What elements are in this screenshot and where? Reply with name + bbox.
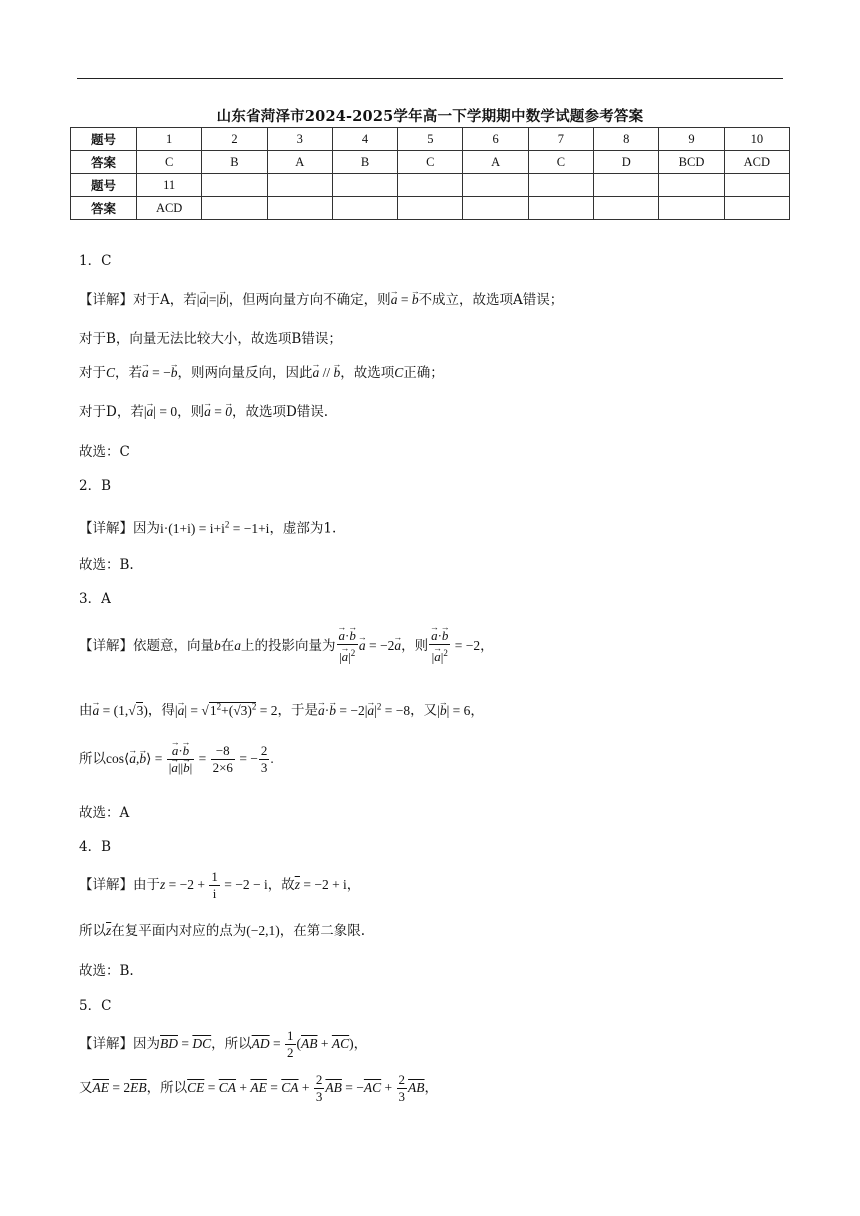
table-cell: C: [137, 151, 202, 174]
table-header-cell: 答案: [71, 151, 137, 174]
table-row: [71, 197, 790, 220]
table-cell: [594, 197, 659, 220]
table-cell: A: [267, 151, 332, 174]
solution-line: 对于D，若|→ a| = 0，则→ a = → 0，故选项D错误.: [79, 403, 328, 421]
table-cell: C: [528, 151, 593, 174]
table-cell: 6: [463, 128, 528, 151]
table-cell: 3: [267, 128, 332, 151]
table-cell: [594, 174, 659, 197]
table-cell: [202, 174, 267, 197]
table-cell: A: [463, 151, 528, 174]
table-cell: [332, 197, 397, 220]
table-cell: D: [594, 151, 659, 174]
page-title: 山东省菏泽市2024-2025学年高一下学期期中数学试题参考答案: [216, 108, 644, 125]
question-heading: 1．C: [79, 253, 112, 269]
table-cell: [724, 197, 789, 220]
table-cell: 1: [137, 128, 202, 151]
table-cell: 9: [659, 128, 724, 151]
solution-line: 【详解】依题意，向量b在a上的投影向量为 → $\frac{a\cdot\to b}{|\to a|^2}$ → a = −2→ a，则 → $\frac{a\cdot\to b}{|\to a|^2}$ = −2，: [79, 628, 494, 665]
table-cell: [463, 174, 528, 197]
table-cell: [332, 174, 397, 197]
solution-line: 所以cos⟨→ a,→ b⟩ = → $\frac{a\cdot\to b}{|\to a||\to b|}$ = $\frac{-8}{2\times 6}$ = − $\frac{2}{3}$ .: [79, 742, 274, 776]
table-cell: 7: [528, 128, 593, 151]
table-cell: [202, 197, 267, 220]
solution-line: 对于B，向量无法比较大小，故选项B错误；: [79, 331, 342, 347]
solution-line: 【详解】由于z = −2 + $\frac{1}{i}$ = −2 − i，故$\overline{z} = -2 + i$，: [79, 869, 361, 901]
table-cell: C: [398, 151, 463, 174]
table-cell: BCD: [659, 151, 724, 174]
table-cell: 5: [398, 128, 463, 151]
solution-conclusion: 故选：C: [79, 444, 130, 460]
table-cell: [659, 174, 724, 197]
table-cell: 8: [594, 128, 659, 151]
table-cell: [724, 174, 789, 197]
table-cell: 10: [724, 128, 789, 151]
header-rule: [77, 78, 783, 79]
solution-line: 【详解】对于A，若|→ a|=|→ b|，但两向量方向不确定，则→ a = → b不成立，故选项A错误；: [79, 291, 563, 309]
table-cell: [398, 197, 463, 220]
question-heading: 4．B: [79, 839, 112, 855]
question-heading: 2．B: [79, 478, 112, 494]
table-cell: [528, 197, 593, 220]
table-cell: 2: [202, 128, 267, 151]
table-cell: [659, 197, 724, 220]
table-cell: 11: [137, 174, 202, 197]
solution-conclusion: 故选：A: [79, 805, 130, 821]
table-cell: [398, 174, 463, 197]
solution-conclusion: 故选：B.: [79, 557, 134, 573]
table-cell: B: [202, 151, 267, 174]
solution-conclusion: 故选：B.: [79, 963, 134, 979]
solution-line: 由→ a = (1,√3)，得|→ $a| = √1^2+(√3)^2 = 2$，于是→ $a\cdot\to b = -2|\to a|^2 = -8$，又|→ b| = 6，: [79, 697, 484, 720]
table-header-cell: 题号: [71, 174, 137, 197]
answer-table: [70, 127, 790, 220]
table-cell: [528, 174, 593, 197]
question-heading: 5．C: [79, 998, 112, 1014]
table-header-cell: 题号: [71, 128, 137, 151]
table-cell: ACD: [137, 197, 202, 220]
solution-line: 对于C，若→ a = −→ b，则两向量反向，因此→ a // → b，故选项C正确；: [79, 364, 444, 382]
table-header-cell: 答案: [71, 197, 137, 220]
solution-line: 【详解】因为$i\cdot(1+i) = i+i^2 = -1+i$，虚部为1.: [79, 519, 337, 537]
table-cell: [267, 197, 332, 220]
solution-line: 所以$\overline{z}$在复平面内对应的点为(−2,1)，在第二象限.: [79, 923, 366, 939]
question-heading: 3．A: [79, 591, 111, 607]
table-cell: B: [332, 151, 397, 174]
table-cell: [267, 174, 332, 197]
table-cell: [463, 197, 528, 220]
table-row: [71, 128, 790, 151]
solution-line: 又$\overline{AE} = 2\overline{EB}$，所以$\overline{CE} = \overline{CA} + \overline{AE} = \overline{CA}$ + $\frac{2}{3}$ $\overline{AB} = -\overline{AC}$ + $\frac{2}{3}$ $\overline{AB}$，: [79, 1072, 439, 1104]
table-row: [71, 174, 790, 197]
solution-line: 【详解】因为$\overline{BD} = \overline{DC}$，所以$\overline{AD}$ = $\frac{1}{2}$ $(\overline{AB} + \overline{AC})$，: [79, 1028, 368, 1060]
table-cell: 4: [332, 128, 397, 151]
table-cell: ACD: [724, 151, 789, 174]
table-row: [71, 151, 790, 174]
